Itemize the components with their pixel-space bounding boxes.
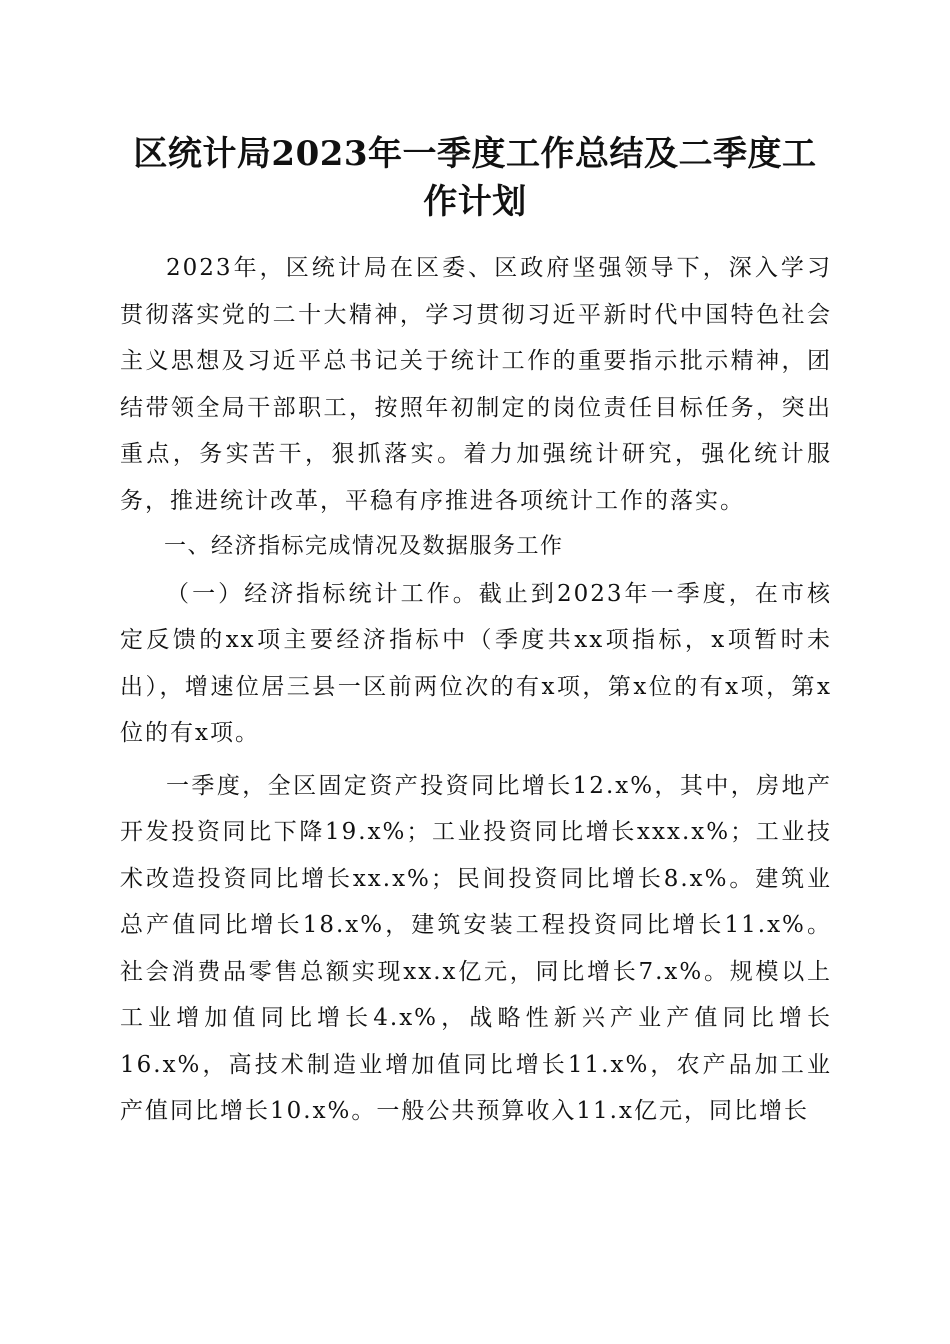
- section-heading-1: 一、经济指标完成情况及数据服务工作: [164, 534, 564, 559]
- title-line-1: 区统计局2023年一季度工作总结及二季度工: [133, 134, 817, 174]
- document-title: [110, 130, 840, 226]
- intro-paragraph: 2023年，区统计局在区委、区政府坚强领导下，深入学习贯彻落实党的二十大精神，学习贯彻习近平新时代中国特色社会主义思想及习近平总书记关于统计工作的重要指示批示精神，团结带领全局干部职工，按照年初制定的岗位责任目标任务，突出重点，务实苦干，狠抓落实。着力加强统计研究，强化统计服务，推进统计改革，平稳有序推进各项统计工作的落实。: [120, 255, 832, 514]
- title-line-2: 作计划: [423, 182, 527, 222]
- subsection-paragraph-1: （一）经济指标统计工作。截止到2023年一季度，在市核定反馈的xx项主要经济指标中（季度共xx项指标，x项暂时未出），增速位居三县一区前两位次的有x项，第x位的有x项，第x位的有x项。: [120, 580, 832, 746]
- document-body: [120, 245, 832, 1135]
- economic-data-paragraph: 一季度，全区固定资产投资同比增长12.x%，其中，房地产开发投资同比下降19.x%；工业投资同比增长xxx.x%；工业技术改造投资同比增长xx.x%；民间投资同比增长8.x%。建筑业总产值同比增长18.x%，建筑安装工程投资同比增长11.x%。社会消费品零售总额实现xx.x亿元，同比增长7.x%。规模以上工业增加值同比增长4.x%，战略性新兴产业产值同比增长16.x%，高技术制造业增加值同比增长11.x%，农产品加工业产值同比增长10.x%。一般公共预算收入11.x亿元，同比增长: [120, 772, 832, 1124]
